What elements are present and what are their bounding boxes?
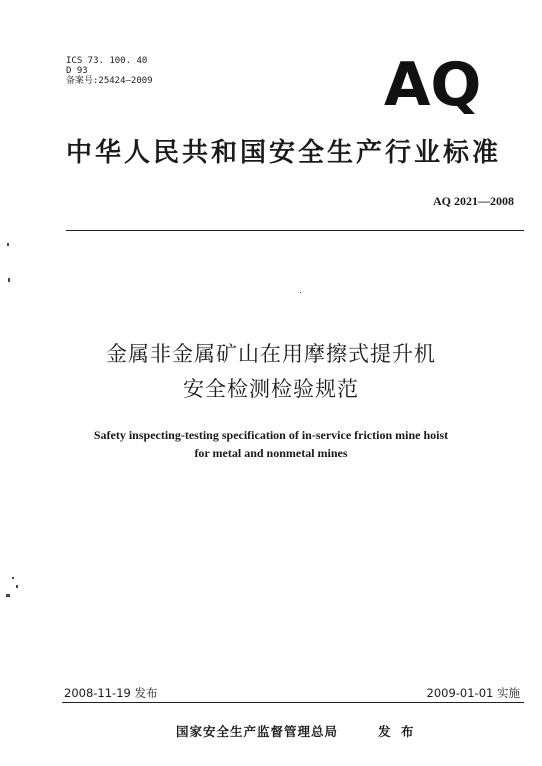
issuing-authority: 国家安全生产监督管理总局	[176, 724, 339, 739]
document-title-zh-line2: 安全检测检验规范	[183, 377, 359, 401]
issue-date: 2008-11-19 发布	[64, 686, 158, 700]
document-title-en-line2: for metal and nonmetal mines	[194, 446, 348, 460]
document-title-zh-line1: 金属非金属矿山在用摩擦式提升机	[106, 342, 436, 366]
implement-date: 2009-01-01 实施	[426, 686, 520, 700]
document-title-en-line1: Safety inspecting-testing specification of in-service friction mine hoist	[93, 428, 449, 442]
scan-speck	[12, 577, 14, 579]
ccs-code: D 93	[66, 66, 88, 76]
footer-divider	[62, 702, 524, 703]
header-divider	[66, 230, 524, 231]
scan-speck	[6, 594, 10, 597]
record-number: 备案号:25424—2009	[66, 76, 153, 86]
scan-speck	[7, 243, 9, 246]
scan-speck	[16, 585, 18, 588]
standard-title: 中华人民共和国安全生产行业标准	[66, 138, 502, 168]
standard-number: AQ 2021—2008	[433, 194, 514, 208]
scan-speck	[300, 292, 301, 293]
scan-speck	[8, 278, 10, 282]
ics-code: ICS 73. 100. 40	[66, 56, 148, 66]
aq-logo: AQ	[384, 50, 482, 120]
issue-label: 发 布	[378, 724, 417, 739]
